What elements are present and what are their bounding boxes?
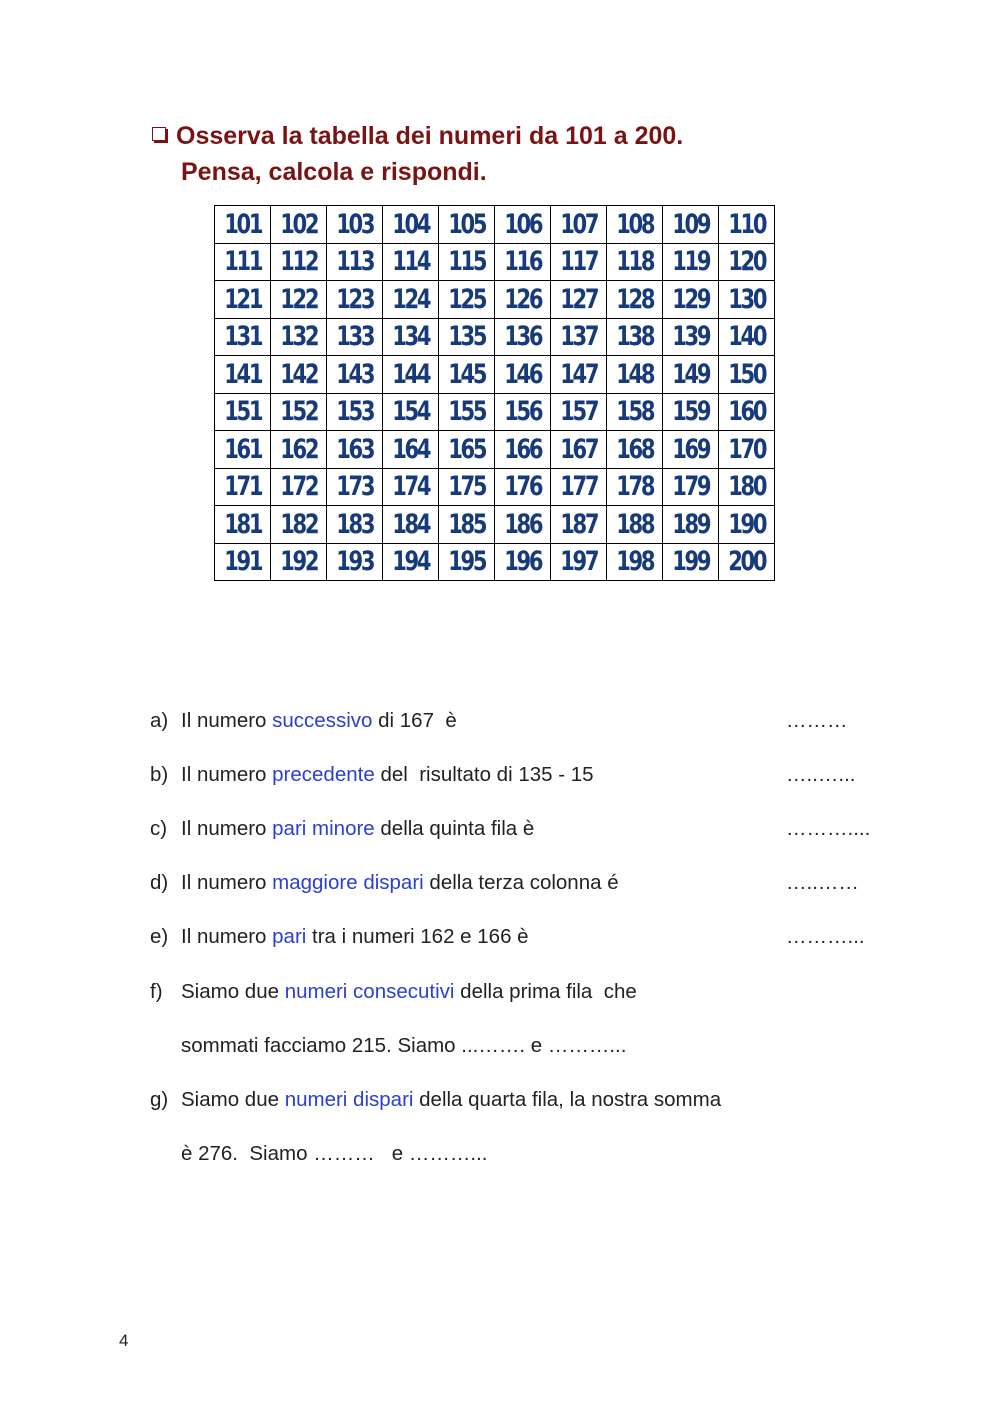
cell-number: 103 <box>336 208 373 240</box>
question-c <box>150 817 534 841</box>
answer-blank-b[interactable]: …..…... <box>786 763 856 786</box>
cell-number: 106 <box>504 208 541 240</box>
question-keyword: numeri consecutivi <box>284 980 455 1003</box>
table-cell <box>327 356 383 394</box>
question-keyword: precedente <box>272 763 375 786</box>
table-cell <box>495 393 551 431</box>
table-cell <box>439 393 495 431</box>
checkbox-bullet-icon <box>152 127 166 141</box>
cell-number: 170 <box>728 433 765 465</box>
table-row <box>215 318 775 356</box>
table-cell <box>327 206 383 244</box>
table-cell <box>495 506 551 544</box>
table-cell <box>663 543 719 581</box>
question-text: Il numero <box>181 763 273 786</box>
answer-blank-d[interactable]: …..…… <box>786 871 859 894</box>
table-cell <box>271 281 327 319</box>
cell-number: 154 <box>392 396 429 428</box>
cell-number: 136 <box>504 321 541 353</box>
table-cell <box>439 356 495 394</box>
cell-number: 157 <box>560 396 597 428</box>
table-row <box>215 543 775 581</box>
table-cell <box>327 243 383 281</box>
question-text: Il numero <box>181 871 273 894</box>
table-cell <box>215 206 271 244</box>
page-number: 4 <box>119 1331 129 1350</box>
table-cell <box>439 243 495 281</box>
exercise-title <box>152 118 683 190</box>
cell-number: 187 <box>560 508 597 540</box>
table-cell <box>607 206 663 244</box>
cell-number: 104 <box>392 208 429 240</box>
cell-number: 144 <box>392 358 429 390</box>
table-cell <box>607 431 663 469</box>
cell-number: 166 <box>504 433 541 465</box>
table-row <box>215 431 775 469</box>
table-cell <box>551 243 607 281</box>
question-text: Il numero <box>181 709 273 732</box>
question-label: f) <box>150 980 163 1003</box>
answer-blank-e[interactable]: ………... <box>786 925 865 948</box>
table-cell <box>439 318 495 356</box>
cell-number: 178 <box>616 471 653 503</box>
table-cell <box>215 468 271 506</box>
table-cell <box>215 393 271 431</box>
table-cell <box>439 543 495 581</box>
table-cell <box>607 506 663 544</box>
cell-number: 121 <box>224 283 261 315</box>
question-text: della quinta fila è <box>374 817 535 840</box>
cell-number: 175 <box>448 471 485 503</box>
table-cell <box>327 393 383 431</box>
cell-number: 119 <box>672 246 709 278</box>
table-cell <box>495 243 551 281</box>
table-cell <box>439 468 495 506</box>
cell-number: 109 <box>672 208 709 240</box>
cell-number: 115 <box>448 246 485 278</box>
question-text: del risultato di 135 - 15 <box>374 763 594 786</box>
table-row <box>215 393 775 431</box>
cell-number: 135 <box>448 321 485 353</box>
table-cell <box>495 356 551 394</box>
answer-blank-a[interactable]: ……… <box>786 709 848 732</box>
table-cell <box>663 393 719 431</box>
cell-number: 160 <box>728 396 765 428</box>
cell-number: 197 <box>560 546 597 578</box>
table-cell <box>719 356 775 394</box>
cell-number: 193 <box>336 546 373 578</box>
table-cell <box>719 431 775 469</box>
table-cell <box>327 431 383 469</box>
table-row <box>215 243 775 281</box>
question-label: b) <box>150 763 169 786</box>
table-cell <box>495 206 551 244</box>
cell-number: 195 <box>448 546 485 578</box>
cell-number: 134 <box>392 321 429 353</box>
question-text: della quarta fila, la nostra somma <box>413 1088 722 1111</box>
table-cell <box>215 281 271 319</box>
cell-number: 123 <box>336 283 373 315</box>
table-row <box>215 506 775 544</box>
table-row <box>215 281 775 319</box>
table-cell <box>551 543 607 581</box>
cell-number: 192 <box>280 546 317 578</box>
cell-number: 181 <box>224 508 261 540</box>
cell-number: 184 <box>392 508 429 540</box>
table-cell <box>327 468 383 506</box>
table-cell <box>607 468 663 506</box>
table-cell <box>719 318 775 356</box>
cell-number: 102 <box>280 208 317 240</box>
question-e <box>150 925 529 949</box>
table-cell <box>663 281 719 319</box>
table-cell <box>551 281 607 319</box>
answer-blank-c[interactable]: ……….... <box>786 817 871 840</box>
cell-number: 118 <box>616 246 653 278</box>
table-cell <box>607 393 663 431</box>
cell-number: 150 <box>728 358 765 390</box>
table-cell <box>495 281 551 319</box>
cell-number: 145 <box>448 358 485 390</box>
question-keyword: numeri dispari <box>284 1088 414 1111</box>
table-cell <box>663 356 719 394</box>
table-cell <box>719 243 775 281</box>
question-d <box>150 871 619 895</box>
cell-number: 189 <box>672 508 709 540</box>
cell-number: 122 <box>280 283 317 315</box>
cell-number: 147 <box>560 358 597 390</box>
question-f <box>150 980 637 1004</box>
cell-number: 152 <box>280 396 317 428</box>
table-cell <box>439 506 495 544</box>
table-cell <box>607 243 663 281</box>
cell-number: 120 <box>728 246 765 278</box>
table-cell <box>551 318 607 356</box>
table-cell <box>551 206 607 244</box>
cell-number: 165 <box>448 433 485 465</box>
question-keyword: pari minore <box>272 817 375 840</box>
question-text: tra i numeri 162 e 166 è <box>306 925 529 948</box>
table-cell <box>271 393 327 431</box>
table-cell <box>607 281 663 319</box>
cell-number: 167 <box>560 433 597 465</box>
table-cell <box>551 393 607 431</box>
cell-number: 171 <box>224 471 261 503</box>
cell-number: 200 <box>728 546 765 578</box>
cell-number: 130 <box>728 283 765 315</box>
cell-number: 169 <box>672 433 709 465</box>
cell-number: 177 <box>560 471 597 503</box>
table-cell <box>383 281 439 319</box>
table-cell <box>439 431 495 469</box>
question-label: a) <box>150 709 169 732</box>
table-cell <box>327 318 383 356</box>
title-line-1: Osserva la tabella dei numeri da 101 a 200. <box>176 122 684 150</box>
table-cell <box>383 356 439 394</box>
question-text: Il numero <box>181 817 273 840</box>
cell-number: 124 <box>392 283 429 315</box>
table-cell <box>551 468 607 506</box>
cell-number: 151 <box>224 396 261 428</box>
cell-number: 133 <box>336 321 373 353</box>
cell-number: 164 <box>392 433 429 465</box>
cell-number: 101 <box>224 208 261 240</box>
question-label: g) <box>150 1088 169 1111</box>
cell-number: 174 <box>392 471 429 503</box>
table-cell <box>383 468 439 506</box>
cell-number: 158 <box>616 396 653 428</box>
cell-number: 179 <box>672 471 709 503</box>
cell-number: 117 <box>560 246 597 278</box>
cell-number: 155 <box>448 396 485 428</box>
cell-number: 199 <box>672 546 709 578</box>
cell-number: 126 <box>504 283 541 315</box>
table-cell <box>607 543 663 581</box>
table-cell <box>383 243 439 281</box>
cell-number: 105 <box>448 208 485 240</box>
question-g-line-2[interactable]: è 276. Siamo ……… e ………... <box>181 1142 488 1165</box>
question-g <box>150 1088 721 1112</box>
table-cell <box>663 206 719 244</box>
cell-number: 111 <box>224 246 261 278</box>
table-cell <box>271 206 327 244</box>
question-keyword: maggiore dispari <box>272 871 424 894</box>
table-cell <box>607 318 663 356</box>
cell-number: 128 <box>616 283 653 315</box>
cell-number: 112 <box>280 246 317 278</box>
cell-number: 196 <box>504 546 541 578</box>
cell-number: 132 <box>280 321 317 353</box>
question-text: della prima fila che <box>454 980 637 1003</box>
cell-number: 153 <box>336 396 373 428</box>
table-cell <box>663 468 719 506</box>
cell-number: 107 <box>560 208 597 240</box>
cell-number: 116 <box>504 246 541 278</box>
table-cell <box>663 506 719 544</box>
table-cell <box>215 543 271 581</box>
table-cell <box>495 543 551 581</box>
table-cell <box>271 431 327 469</box>
cell-number: 113 <box>336 246 373 278</box>
cell-number: 186 <box>504 508 541 540</box>
cell-number: 185 <box>448 508 485 540</box>
cell-number: 127 <box>560 283 597 315</box>
cell-number: 159 <box>672 396 709 428</box>
cell-number: 142 <box>280 358 317 390</box>
table-cell <box>327 506 383 544</box>
table-cell <box>215 431 271 469</box>
cell-number: 188 <box>616 508 653 540</box>
table-cell <box>383 506 439 544</box>
cell-number: 140 <box>728 321 765 353</box>
cell-number: 180 <box>728 471 765 503</box>
cell-number: 194 <box>392 546 429 578</box>
cell-number: 163 <box>336 433 373 465</box>
table-cell <box>215 356 271 394</box>
cell-number: 191 <box>224 546 261 578</box>
table-cell <box>495 431 551 469</box>
numbers-table <box>214 205 775 581</box>
table-cell <box>383 543 439 581</box>
question-text: Siamo due <box>181 980 285 1003</box>
cell-number: 143 <box>336 358 373 390</box>
table-cell <box>271 543 327 581</box>
question-text: della terza colonna é <box>423 871 619 894</box>
table-cell <box>719 543 775 581</box>
question-label: d) <box>150 871 169 894</box>
question-keyword: successivo <box>272 709 373 732</box>
cell-number: 108 <box>616 208 653 240</box>
table-cell <box>327 281 383 319</box>
table-cell <box>271 468 327 506</box>
table-cell <box>271 318 327 356</box>
cell-number: 172 <box>280 471 317 503</box>
title-line-2: Pensa, calcola e rispondi. <box>181 158 487 186</box>
table-cell <box>607 356 663 394</box>
question-b <box>150 763 594 787</box>
question-text: di 167 è <box>372 709 457 732</box>
table-cell <box>215 318 271 356</box>
table-cell <box>719 468 775 506</box>
table-cell <box>215 506 271 544</box>
table-cell <box>663 243 719 281</box>
table-cell <box>271 356 327 394</box>
table-cell <box>719 393 775 431</box>
cell-number: 190 <box>728 508 765 540</box>
cell-number: 146 <box>504 358 541 390</box>
question-a <box>150 709 457 733</box>
question-text: Il numero <box>181 925 273 948</box>
table-cell <box>551 356 607 394</box>
cell-number: 156 <box>504 396 541 428</box>
table-cell <box>719 281 775 319</box>
table-cell <box>719 506 775 544</box>
table-cell <box>271 243 327 281</box>
cell-number: 162 <box>280 433 317 465</box>
table-cell <box>663 431 719 469</box>
table-row <box>215 206 775 244</box>
cell-number: 129 <box>672 283 709 315</box>
cell-number: 131 <box>224 321 261 353</box>
cell-number: 182 <box>280 508 317 540</box>
cell-number: 173 <box>336 471 373 503</box>
table-row <box>215 356 775 394</box>
cell-number: 114 <box>392 246 429 278</box>
table-cell <box>495 318 551 356</box>
cell-number: 148 <box>616 358 653 390</box>
table-cell <box>383 393 439 431</box>
question-label: c) <box>150 817 168 840</box>
question-f-line-2[interactable]: sommati facciamo 215. Siamo ...……. e ………... <box>181 1034 627 1057</box>
table-cell <box>439 281 495 319</box>
cell-number: 183 <box>336 508 373 540</box>
cell-number: 149 <box>672 358 709 390</box>
question-text: Siamo due <box>181 1088 285 1111</box>
table-cell <box>439 206 495 244</box>
question-label: e) <box>150 925 169 948</box>
table-cell <box>383 206 439 244</box>
table-cell <box>383 318 439 356</box>
cell-number: 138 <box>616 321 653 353</box>
table-cell <box>551 431 607 469</box>
cell-number: 125 <box>448 283 485 315</box>
table-cell <box>719 206 775 244</box>
cell-number: 161 <box>224 433 261 465</box>
table-cell <box>327 543 383 581</box>
cell-number: 110 <box>728 208 765 240</box>
table-cell <box>495 468 551 506</box>
cell-number: 141 <box>224 358 261 390</box>
table-row <box>215 468 775 506</box>
cell-number: 139 <box>672 321 709 353</box>
table-cell <box>215 243 271 281</box>
cell-number: 176 <box>504 471 541 503</box>
table-cell <box>383 431 439 469</box>
question-keyword: pari <box>272 925 307 948</box>
cell-number: 168 <box>616 433 653 465</box>
table-cell <box>551 506 607 544</box>
table-cell <box>663 318 719 356</box>
table-cell <box>271 506 327 544</box>
cell-number: 198 <box>616 546 653 578</box>
cell-number: 137 <box>560 321 597 353</box>
